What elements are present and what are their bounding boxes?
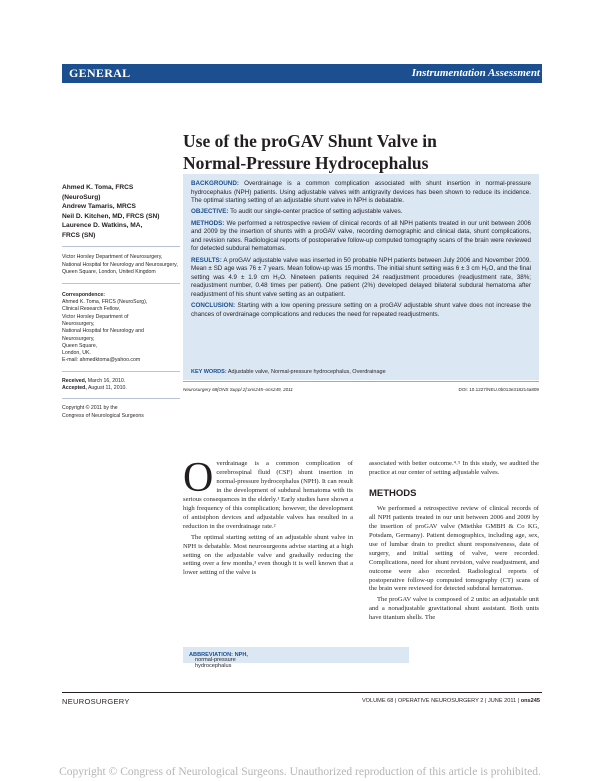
divider xyxy=(62,246,180,247)
author-line: Andrew Tamaris, MRCS xyxy=(62,203,136,211)
correspondence-line: Neurosurgery, xyxy=(62,335,95,342)
author-list xyxy=(62,183,180,240)
title-line: Use of the proGAV Shunt Valve in xyxy=(183,131,437,151)
divider xyxy=(62,283,180,284)
abstract-content: We performed a retrospective review of clinical records of all NPH patients treated in our unit between 2006 and 2009 by the insertion of shunts with a proGAV valve, recording demographic and clinical data, shunt complications, and revision rates. Radiological reports of postoperative follow-up computed tomography scans of the brain were reviewed for detected subdural hematomas. xyxy=(191,219,531,253)
accepted-value: August 11, 2010. xyxy=(87,384,127,391)
page-number: ons245 xyxy=(520,698,540,704)
correspondence-line: Victor Horsley Department of xyxy=(62,313,129,320)
received-label: Received, xyxy=(62,377,87,384)
abstract-results xyxy=(191,257,531,300)
abstract-label: RESULTS: xyxy=(191,256,222,264)
correspondence-line: Clinical Research Fellow, xyxy=(62,306,120,313)
keywords-label: KEY WORDS: xyxy=(191,369,227,375)
affiliation: Victor Horsley Department of Neurosurgery, National Hospital for Neurology and Neurosurgery, Queen Square, London, United Kingdom xyxy=(62,254,178,276)
accepted-label: Accepted, xyxy=(62,384,87,391)
received-value: March 16, 2010. xyxy=(87,377,126,384)
body-paragraph: The proGAV valve is composed of 2 units: an adjustable unit and a nonadjustable gravitational shunt assistant. Both units have titanium shells. The xyxy=(369,596,539,622)
doi[interactable]: DOI: 10.1227/NEU.0b013e318214a809 xyxy=(458,387,539,392)
author-sidebar xyxy=(62,183,180,420)
abstract-content: Overdrainage is a common complication associated with shunt insertion in normal-pressure hydrocephalus (NPH) patients. Using adjustable valves with antigravity devices has been shown to reduce its incidence. The optimal starting setting of an adjustable shunt valve in NPH is debatable. xyxy=(191,180,531,205)
copyright-line: Congress of Neurological Surgeons xyxy=(62,412,144,419)
journal-brand: NEUROSURGERY xyxy=(62,697,130,706)
correspondence-email[interactable]: E-mail: ahmedktoma@yahoo.com xyxy=(62,357,141,364)
section-category: Instrumentation Assessment xyxy=(411,67,540,79)
body-column-right xyxy=(369,460,539,625)
abstract-methods xyxy=(191,220,531,255)
abstract-text xyxy=(191,180,531,322)
title-line: Normal-Pressure Hydrocephalus xyxy=(183,152,429,173)
journal-citation: Neurosurgery 68[ONS Suppl 2]:ons245–ons249, 2011 xyxy=(183,387,293,392)
author-line: Ahmed K. Toma, FRCS xyxy=(62,184,134,191)
section-heading-methods: METHODS xyxy=(369,487,417,499)
correspondence-line: London, UK. xyxy=(62,350,91,357)
body-column-left xyxy=(183,455,353,580)
correspondence-line: National Hospital for Neurology and xyxy=(62,328,144,335)
correspondence-label: Correspondence: xyxy=(62,291,105,298)
drop-cap: O xyxy=(183,455,214,501)
divider xyxy=(62,371,180,372)
copyright-line: Copyright © 2011 by the xyxy=(62,405,118,412)
body-paragraph: The optimal starting setting of an adjustable shunt valve in NPH is debatable. Most neurosurgeons advise starting at a high setting on the adjustable valve and gradually reducing the setting over a few months,³ even though it is well known that a lower setting of the valve is xyxy=(183,533,353,577)
abstract-content: Starting with a low opening pressure setting on a proGAV adjustable shunt valve does not increase the chances of overdrainage complications and reduces the need for repeated readjustments. xyxy=(191,302,531,318)
author-line: FRCS (SN) xyxy=(62,231,96,239)
divider xyxy=(62,398,180,399)
citation-line xyxy=(183,387,539,392)
divider xyxy=(183,381,539,382)
copyright-watermark: Copyright © Congress of Neurological Surgeons. Unauthorized reproduction of this article is prohibited. xyxy=(59,766,541,778)
keywords-list: Adjustable valve, Normal-pressure hydrocephalus, Overdrainage xyxy=(227,369,386,375)
abstract-content: A proGAV adjustable valve was inserted in 50 probable NPH patients between July 2006 and November 2009. Mean ± SD age was 76 ± 7 years. Mean follow-up was 15 months. The initial shunt setting was 6 ± 3 cm H₂O, and the final setting was 4.9 ± 1.9 cm H₂O. Nineteen patients required 24 readjustment procedures (readjustment rate, 38%; readjustment number, 0.48 times per patient). One patient (2%) developed delayed bilateral subdural hematoma after readjustment of his shunt valve setting as an outpatient. xyxy=(191,256,531,298)
abstract-label: METHODS: xyxy=(191,219,225,227)
author-line: (NeuroSurg) xyxy=(62,193,101,201)
abstract-label: BACKGROUND: xyxy=(191,180,239,187)
article-title xyxy=(183,131,503,175)
correspondence-line: Neurosurgery, xyxy=(62,321,95,327)
author-line: Neil D. Kitchen, MD, FRCS (SN) xyxy=(62,212,160,220)
section-label: GENERAL xyxy=(69,66,131,80)
footer-divider xyxy=(62,692,542,693)
abbreviation-label: ABBREVIATION: NPH, xyxy=(189,652,248,658)
keywords xyxy=(191,369,386,376)
abbreviation-value: normal-pressure hydrocephalus xyxy=(195,657,236,669)
abstract-content: To audit our single-center practice of setting adjustable valves. xyxy=(230,208,403,216)
correspondence-block xyxy=(62,299,180,365)
body-paragraph: We performed a retrospective review of clinical records of all NPH patients treated in our unit between 2006 and 2009 by the insertion of proGAV valve (Miethke GMBH & Co KG, Potsdam, Germany). Patient demographics, including age, sex, use of lumbar drain to predict shunt responsiveness, date of surgery, and initial setting of valve, were recorded. Complications, need for shunt revision, valve readjustment, and outcome were also recorded. Radiological reports of postoperative follow-up computed tomography (CT) scans of the brain were reviewed for detected subdural hematomas. xyxy=(369,504,539,593)
issue-info xyxy=(362,698,540,704)
paragraph-text: verdrainage is a common complication of cerebrospinal fluid (CSF) shunt insertion in normal-pressure hydrocephalus (NPH). It can result in the development of subdural hematoma with its serious consequences in the elderly.¹ Early studies have shown a high frequency of this complication; however, the development of antisiphon devices and adjustable valves has resulted in a reduction in the overdrainage rate.² xyxy=(183,460,353,530)
abstract-label: OBJECTIVE: xyxy=(191,208,229,216)
body-paragraph xyxy=(183,455,353,532)
issue-text: VOLUME 68 | OPERATIVE NEUROSURGERY 2 | JUNE 2011 | xyxy=(361,698,520,704)
abstract-box xyxy=(183,174,539,380)
correspondence-line: Queen Square, xyxy=(62,342,98,349)
abbreviation-box xyxy=(183,647,409,669)
author-line: Laurence D. Watkins, MA, xyxy=(62,222,143,230)
accepted-date xyxy=(62,385,180,392)
abstract-objective xyxy=(191,208,531,217)
received-date xyxy=(62,378,180,385)
body-paragraph: associated with better outcome.⁴˒⁵ In this study, we audited the practice at our center of setting adjustable valves. xyxy=(369,460,539,476)
abstract-background xyxy=(191,180,531,206)
abbreviation-text xyxy=(189,652,248,669)
correspondence-line: Ahmed K. Toma, FRCS (NeuroSurg), xyxy=(62,299,148,306)
abstract-label: CONCLUSION: xyxy=(191,302,236,310)
abstract-conclusion xyxy=(191,302,531,319)
